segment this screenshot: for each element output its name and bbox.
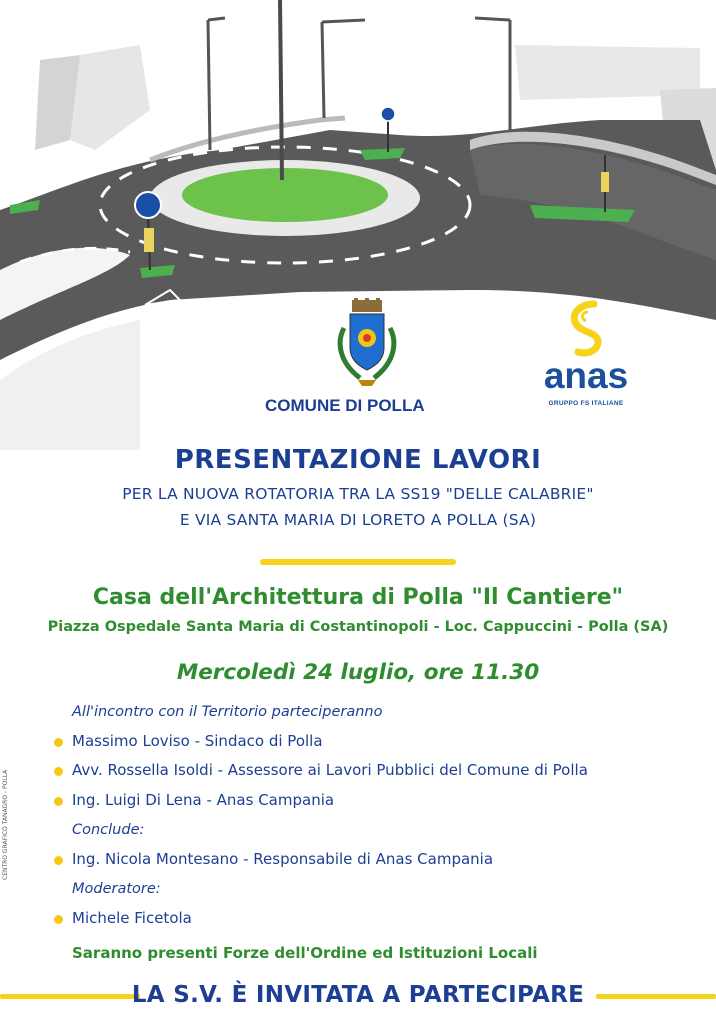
venue-name: Casa dell'Architettura di Polla "Il Cantiere"	[92, 585, 624, 610]
moderator-label: Moderatore:	[72, 881, 161, 897]
concludes-label: Conclude:	[72, 822, 145, 838]
anas-group-label: GRUPPO FS ITALIANE	[548, 400, 624, 407]
venue-address: Piazza Ospedale Santa Maria di Costantinopoli - Loc. Cappuccini - Polla (SA)	[47, 619, 669, 635]
bullet-icon	[54, 738, 63, 747]
comune-coat-of-arms	[330, 298, 404, 390]
yellow-divider	[260, 559, 456, 565]
comune-label: COMUNE DI POLLA	[265, 396, 425, 415]
event-subtitle-line2: E VIA SANTA MARIA DI LORETO A POLLA (SA)	[179, 511, 537, 529]
bullet-icon	[54, 856, 63, 865]
closing-note: Saranno presenti Forze dell'Ordine ed Istituzioni Locali	[72, 944, 538, 962]
event-title: PRESENTAZIONE LAVORI	[174, 445, 542, 475]
moderator-item: Michele Ficetola	[72, 909, 192, 927]
anas-wordmark: anas	[543, 355, 629, 396]
event-subtitle-line1: PER LA NUOVA ROTATORIA TRA LA SS19 "DELLE CALABRIE"	[122, 485, 594, 503]
program-intro: All'incontro con il Territorio parteciperanno	[72, 704, 383, 720]
participant-item: Ing. Luigi Di Lena - Anas Campania	[72, 791, 335, 809]
bullet-icon	[54, 767, 63, 776]
bullet-icon	[54, 915, 63, 924]
participant-item: Avv. Rossella Isoldi - Assessore ai Lavori Pubblici del Comune di Polla	[72, 761, 588, 779]
participant-item: Massimo Loviso - Sindaco di Polla	[72, 732, 323, 750]
event-date: Mercoledì 24 luglio, ore 11.30	[176, 660, 540, 685]
print-credit: CENTRO GRAFICO TANAGRO - POLLA	[2, 769, 9, 880]
bullet-icon	[54, 797, 63, 806]
concludes-item: Ing. Nicola Montesano - Responsabile di Anas Campania	[72, 850, 494, 868]
invitation-cta: LA S.V. È INVITATA A PARTECIPARE	[131, 982, 585, 1008]
